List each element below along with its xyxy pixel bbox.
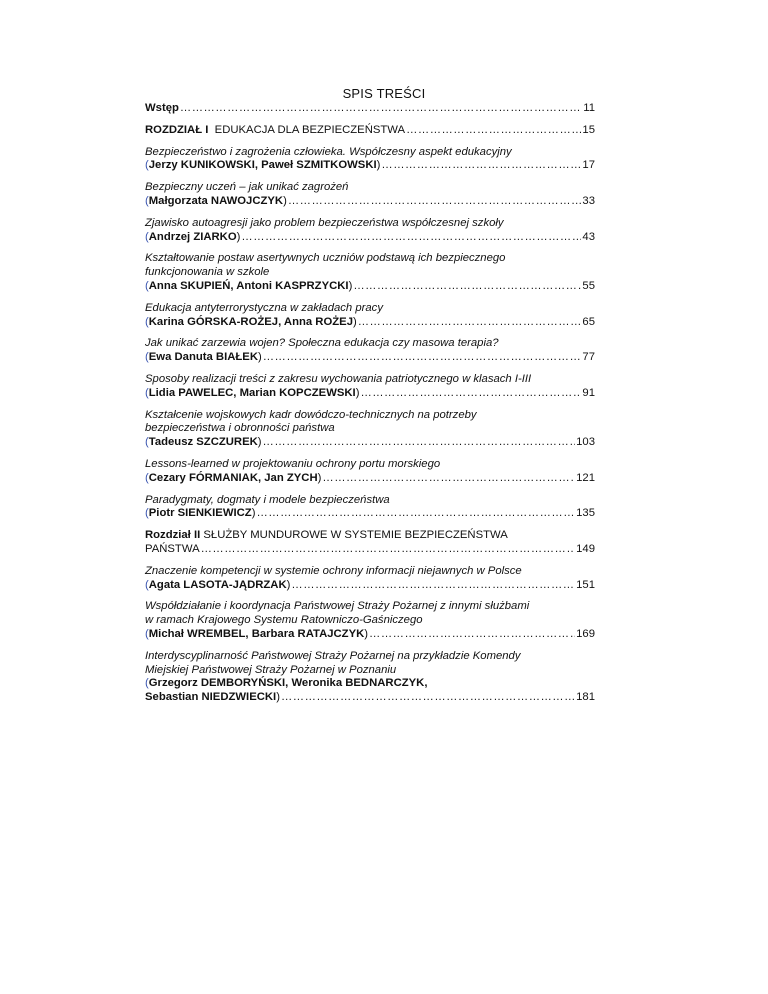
article-title: Współdziałanie i koordynacja Państwowej Straży Pożarnej z innymi służbami <box>145 600 530 613</box>
page-number: 169 <box>576 627 595 640</box>
article-title: Interdyscyplinarność Państwowej Straży Pożarnej na przykładzie Komendy <box>145 649 521 662</box>
chapter-2-entries <box>145 565 595 705</box>
open-paren: ( <box>145 159 149 172</box>
leader-dots <box>281 691 575 705</box>
page-number: 135 <box>576 507 595 520</box>
author-names: Małgorzata NAWOJCZYK <box>148 194 284 207</box>
close-paren: ) <box>251 507 256 520</box>
close-paren: ) <box>286 578 291 591</box>
page-number: 77 <box>582 351 595 364</box>
toc-entry[interactable] <box>145 146 595 174</box>
author-line <box>145 387 595 401</box>
article-title: bezpieczeństwa i obronności państwa <box>145 422 335 435</box>
toc-entry[interactable] <box>145 373 595 401</box>
article-title: Zjawisko autoagresji jako problem bezpieczeństwa współczesnej szkoły <box>145 216 504 229</box>
open-paren: ( <box>145 230 149 243</box>
toc-entry[interactable] <box>145 650 595 705</box>
open-paren: ( <box>145 436 149 449</box>
author-line <box>145 677 595 691</box>
authors <box>145 280 352 294</box>
article-title: Paradygmaty, dogmaty i modele bezpieczeństwa <box>145 493 390 506</box>
article-title: Znaczenie kompetencji w systemie ochrony informacji niejawnych w Polsce <box>145 564 522 577</box>
close-paren: ) <box>317 471 322 484</box>
open-paren: ( <box>145 315 149 328</box>
open-paren: ( <box>145 507 149 520</box>
article-title: Bezpieczny uczeń – jak unikać zagrożeń <box>145 181 349 194</box>
author-line <box>145 159 595 173</box>
article-title: Miejskiej Państwowej Straży Pożarnej w Poznaniu <box>145 663 397 676</box>
page-number: 149 <box>576 542 595 555</box>
article-title: Lessons-learned w projektowaniu ochrony portu morskiego <box>145 457 441 470</box>
author-line <box>145 195 595 209</box>
close-paren: ) <box>236 230 241 243</box>
author-line <box>145 280 595 294</box>
page-number: 121 <box>576 471 595 484</box>
author-names: Piotr SIENKIEWICZ <box>148 507 252 520</box>
chapter-label: ROZDZIAŁ I <box>145 123 209 136</box>
page-number: 17 <box>582 159 595 172</box>
close-paren: ) <box>283 194 287 207</box>
author-line <box>145 436 595 450</box>
close-paren: ) <box>276 691 280 704</box>
chapter-title: SŁUŻBY MUNDUROWE W SYSTEMIE BEZPIECZEŃSTWA <box>203 529 508 542</box>
author-line <box>145 628 595 642</box>
leader-dots <box>180 102 582 116</box>
authors <box>145 507 255 521</box>
close-paren: ) <box>352 315 357 328</box>
toc-entry[interactable] <box>145 302 595 330</box>
open-paren: ( <box>145 677 149 690</box>
article-title: funkcjonowania w szkole <box>145 266 270 279</box>
author-line <box>145 507 595 521</box>
authors <box>145 195 287 209</box>
leader-dots <box>369 628 575 642</box>
author-line <box>145 316 595 330</box>
page-number: 151 <box>576 578 595 591</box>
open-paren: ( <box>145 194 149 207</box>
authors <box>145 677 427 689</box>
leader-dots <box>256 507 575 521</box>
toc-entry[interactable] <box>145 337 595 365</box>
open-paren: ( <box>145 578 149 591</box>
authors <box>145 691 280 705</box>
page-number: 55 <box>582 279 595 292</box>
page-number: 11 <box>583 102 595 114</box>
table-of-contents <box>145 102 595 713</box>
chapter-label: Rozdział II <box>145 529 201 542</box>
author-names: Lidia PAWELEC, Marian KOPCZEWSKI <box>148 386 356 399</box>
toc-chapter-2[interactable] <box>145 529 595 557</box>
article-title: Kształtowanie postaw asertywnych uczniów podstawą ich bezpiecznego <box>145 252 506 265</box>
authors <box>145 387 359 401</box>
leader-dots <box>406 124 581 138</box>
open-paren: ( <box>145 627 149 640</box>
article-title: w ramach Krajowego Systemu Ratowniczo-Gaśniczego <box>145 614 423 627</box>
author-names: Grzegorz DEMBORYŃSKI, Weronika BEDNARCZYK, <box>148 677 428 690</box>
author-names: Anna SKUPIEŃ, Antoni KASPRZYCKI <box>148 279 349 292</box>
close-paren: ) <box>376 159 381 172</box>
close-paren: ) <box>348 279 353 292</box>
author-names: Andrzej ZIARKO <box>148 230 237 243</box>
page-number: 15 <box>582 123 595 136</box>
author-names: Jerzy KUNIKOWSKI, Paweł SZMITKOWSKI <box>148 159 377 172</box>
open-paren: ( <box>145 386 149 399</box>
toc-intro[interactable] <box>145 102 595 116</box>
open-paren: ( <box>145 471 149 484</box>
close-paren: ) <box>257 436 262 449</box>
close-paren: ) <box>257 351 262 364</box>
chapter-1-entries <box>145 146 595 522</box>
author-names: Sebastian NIEDZWIECKI <box>145 691 277 704</box>
author-names: Karina GÓRSKA-ROŻEJ, Anna ROŻEJ <box>148 315 353 328</box>
intro-label: Wstęp <box>145 102 179 114</box>
toc-entry[interactable] <box>145 217 595 245</box>
toc-entry[interactable] <box>145 565 595 593</box>
page-number: 43 <box>582 230 595 243</box>
authors <box>145 579 290 593</box>
leader-dots <box>201 543 576 557</box>
leader-dots <box>263 351 582 365</box>
page-number: 33 <box>582 194 595 207</box>
toc-entry[interactable] <box>145 181 595 209</box>
toc-entry[interactable] <box>145 600 595 641</box>
authors <box>145 351 262 365</box>
leader-dots <box>263 436 576 450</box>
authors <box>145 436 262 450</box>
author-names: Tadeusz SZCZUREK <box>148 436 258 449</box>
toc-entry[interactable] <box>145 252 595 293</box>
author-line <box>145 691 595 705</box>
author-line <box>145 351 595 365</box>
author-line <box>145 472 595 486</box>
authors <box>145 231 240 245</box>
page-number: 103 <box>576 436 595 449</box>
toc-entry[interactable] <box>145 409 595 450</box>
authors <box>145 316 357 330</box>
page-number: 65 <box>582 315 595 328</box>
authors <box>145 472 321 486</box>
article-title: Sposoby realizacji treści z zakresu wychowania patriotycznego w klasach I-III <box>145 372 532 385</box>
author-names: Cezary FÓRMANIAK, Jan ZYCH <box>148 471 318 484</box>
article-title: Edukacja antyterrorystyczna w zakładach pracy <box>145 301 383 314</box>
article-title: Kształcenie wojskowych kadr dowódczo-technicznych na potrzeby <box>145 408 477 421</box>
toc-entry[interactable] <box>145 494 595 522</box>
leader-dots <box>381 159 581 173</box>
leader-dots <box>241 231 581 245</box>
open-paren: ( <box>145 279 149 292</box>
toc-entry[interactable] <box>145 458 595 486</box>
close-paren: ) <box>355 386 360 399</box>
leader-dots <box>291 579 575 593</box>
author-names: Agata LASOTA-JĄDRZAK <box>148 578 287 591</box>
page-title: SPIS TREŚCI <box>342 86 426 101</box>
article-title: Bezpieczeństwo i zagrożenia człowieka. Współczesny aspekt edukacyjny <box>145 145 512 158</box>
authors <box>145 159 380 173</box>
page-number: 91 <box>582 386 595 399</box>
article-title: Jak unikać zarzewia wojen? Społeczna edukacja czy masowa terapia? <box>145 337 499 350</box>
author-names: Ewa Danuta BIAŁEK <box>148 351 258 364</box>
leader-dots <box>358 316 582 330</box>
close-paren: ) <box>364 627 369 640</box>
author-line <box>145 579 595 593</box>
author-line <box>145 231 595 245</box>
chapter-title: EDUKACJA DLA BEZPIECZEŃSTWA <box>214 123 406 136</box>
author-names: Michał WREMBEL, Barbara RATAJCZYK <box>148 627 365 640</box>
leader-dots <box>288 195 582 209</box>
leader-dots <box>322 472 575 486</box>
toc-chapter-1[interactable] <box>145 124 595 138</box>
open-paren: ( <box>145 351 149 364</box>
authors <box>145 628 368 642</box>
leader-dots <box>353 280 581 294</box>
leader-dots <box>360 387 581 401</box>
chapter-title-cont: PAŃSTWA <box>145 542 200 555</box>
page-number: 181 <box>576 691 595 704</box>
